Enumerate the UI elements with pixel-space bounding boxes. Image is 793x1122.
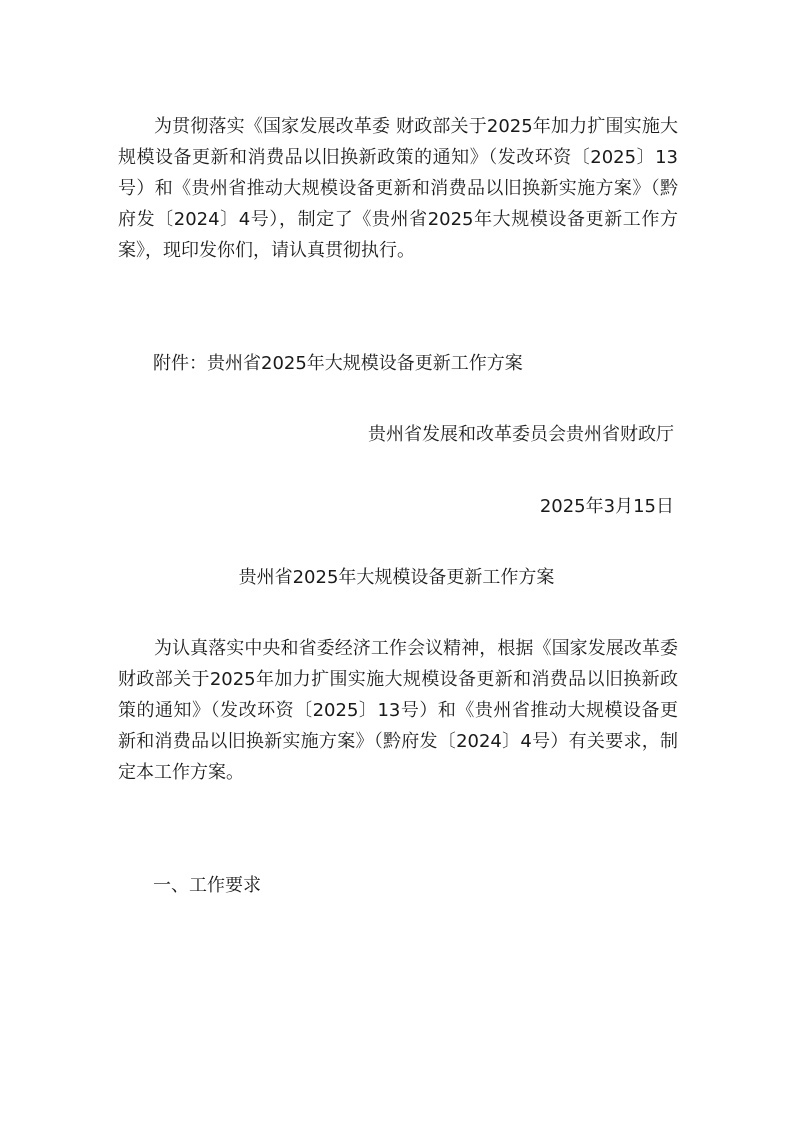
plan-title: 贵州省2025年大规模设备更新工作方案 xyxy=(238,567,555,588)
intro-paragraph: 为贯彻落实《国家发展改革委 财政部关于2025年加力扩围实施大规模设备更新和消费品以旧换新政策的通知》（发改环资〔2025〕13号）和《贵州省推动大规模设备更新和消费品以旧换新实施方案》（黔府发〔2024〕4号），制定了《贵州省2025年大规模设备更新工作方案》，现印发你们，请认真贯彻执行。 xyxy=(118,116,678,261)
issuer-signature: 贵州省发展和改革委员会贵州省财政厅 xyxy=(368,424,674,445)
section-heading: 一、工作要求 xyxy=(153,875,261,896)
issue-date: 2025年3月15日 xyxy=(539,496,674,517)
attachment-line: 附件：贵州省2025年大规模设备更新工作方案 xyxy=(153,353,523,374)
plan-intro-paragraph: 为认真落实中央和省委经济工作会议精神，根据《国家发展改革委 财政部关于2025年加力扩围实施大规模设备更新和消费品以旧换新政策的通知》（发改环资〔2025〕13号）和《贵州省推动大规模设备更新和消费品以旧换新实施方案》（黔府发〔2024〕4号）有关要求，制定本工作方案。 xyxy=(118,638,678,783)
